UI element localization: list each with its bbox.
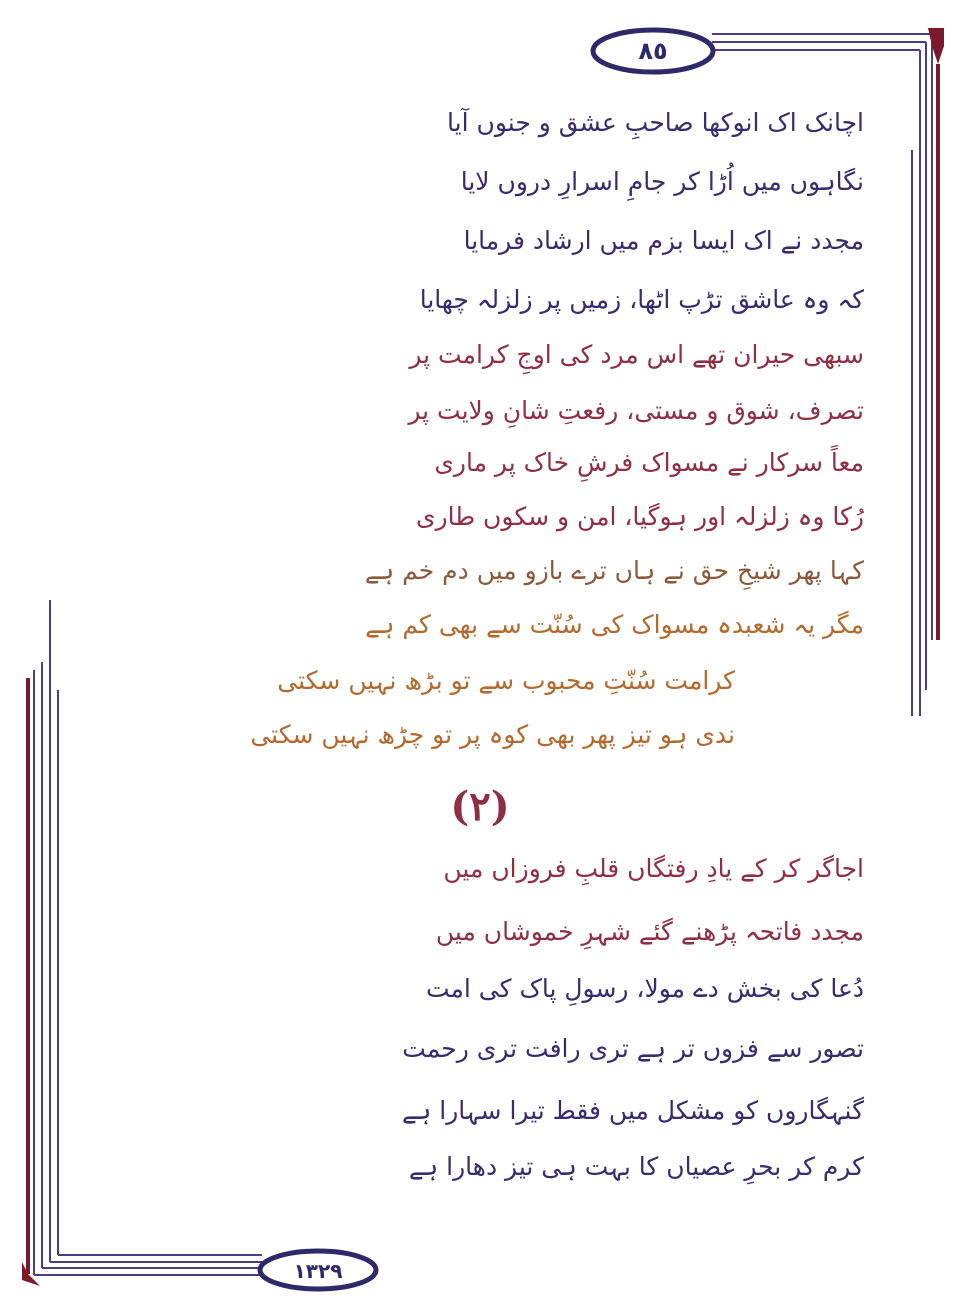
- stanza2-line-3: دُعا کی بخش دے مولا، رسولِ پاک کی امت: [425, 974, 864, 1003]
- stanza1-line-4: کہ وہ عاشق تڑپ اٹھا، زمیں پر زلزلہ چھایا: [419, 285, 864, 314]
- stanza1-line-6: تصرف، شوق و مستی، رفعتِ شانِ ولایت پر: [408, 396, 864, 425]
- stanza2-line-5: گنہگاروں کو مشکل میں فقط تیرا سہارا ہے: [402, 1096, 864, 1125]
- stanza1-line-3: مجدد نے اک ایسا بزم میں ارشاد فرمایا: [463, 226, 864, 255]
- stanza2-line-1: اجاگر کر کے یادِ رفتگاں قلبِ فروزاں میں: [443, 854, 864, 883]
- page-number-top: ٨٥: [638, 37, 668, 65]
- stanza1-line-11: کرامت سُنّتِ محبوب سے تو بڑھ نہیں سکتی: [277, 666, 735, 695]
- page-number-bottom: ١٣٢٩: [293, 1259, 343, 1283]
- stanza1-line-8: رُکا وہ زلزلہ اور ہوگیا، امن و سکوں طاری: [415, 502, 864, 531]
- stanza1-line-7: معاً سرکار نے مسواک فرشِ خاک پر ماری: [434, 448, 864, 477]
- stanza1-line-10: مگر یہ شعبدہ مسواک کی سُنّت سے بھی کم ہے: [365, 610, 864, 639]
- section-number: (٢): [450, 782, 510, 830]
- stanza1-line-5: سبھی حیران تھے اس مرد کی اوجِ کرامت پر: [409, 340, 864, 369]
- stanza2-line-2: مجدد فاتحہ پڑھنے گئے شہرِ خموشاں میں: [435, 917, 864, 946]
- stanza1-line-1: اچانک اک انوکھا صاحبِ عشق و جنوں آیا: [447, 108, 864, 137]
- stanza1-line-12: ندی ہو تیز پھر بھی کوہ پر تو چڑھ نہیں سکتی: [250, 720, 735, 749]
- stanza2-line-4: تصور سے فزوں تر ہے تری رافت تری رحمت: [402, 1034, 864, 1063]
- stanza2-line-6: کرم کر بحرِ عصیاں کا بہت ہی تیز دھارا ہے: [408, 1152, 864, 1181]
- stanza1-line-9: کہا پھر شیخِ حق نے ہاں ترے بازو میں دم خم ہے: [364, 556, 864, 585]
- stanza1-line-2: نگاہوں میں اُڑا کر جامِ اسرارِ دروں لایا: [460, 167, 864, 196]
